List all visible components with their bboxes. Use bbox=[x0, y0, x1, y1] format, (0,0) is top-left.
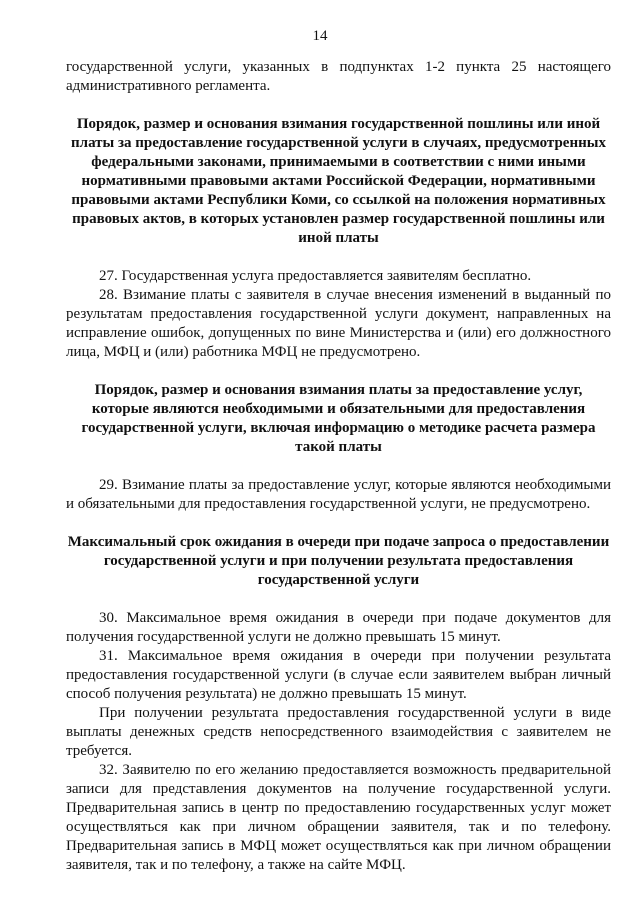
paragraph-27: 27. Государственная услуга предоставляется заявителям бесплатно. bbox=[99, 268, 532, 284]
paragraph-32: 32. Заявителю по его желанию предоставляется возможность предварительной записи для представления документов на получение государственной услуги. Предварительная запись в центр по предоставлению государственных услуг может осуществляться как при личном обращении заявителя, так и по телефону. Предварительная запись в МФЦ может осуществляться как при личном обращении заявителя, так и по телефону, а также на сайте МФЦ. bbox=[66, 762, 611, 873]
paragraph-31-continued: При получении результата предоставления государственной услуги в виде выплаты денежных средств непосредственного взаимодействия с заявителем не требуется. bbox=[66, 705, 611, 759]
section-heading-required-services: Порядок, размер и основания взимания платы за предоставление услуг, которые являются необходимыми и обязательными для предоставления государственной услуги, включая информацию о методике расчета размера такой платы bbox=[81, 382, 596, 455]
document-body bbox=[66, 58, 611, 875]
paragraph-30: 30. Максимальное время ожидания в очереди при подаче документов для получения государственной услуги не должно превышать 15 минут. bbox=[66, 610, 611, 645]
paragraph-28: 28. Взимание платы с заявителя в случае внесения изменений в выданный по результатам предоставления государственной услуги документ, направленных на исправление ошибок, допущенных по вине Министерства и (или) его должностного лица, МФЦ и (или) работника МФЦ не предусмотрено. bbox=[66, 287, 611, 360]
page-number: 14 bbox=[312, 28, 328, 44]
paragraph-31: 31. Максимальное время ожидания в очереди при получении результата предоставления государственной услуги (в случае если заявителем выбран личный способ получения результата) не должно превышать 15 минут. bbox=[66, 648, 611, 702]
section-heading-fees: Порядок, размер и основания взимания государственной пошлины или иной платы за предоставление государственной услуги в случаях, предусмотренных федеральными законами, принимаемыми в соответствии с ними иными нормативными правовыми актами Российской Федерации, нормативными правовыми актами Республики Коми, со ссылкой на положения нормативных правовых актов, в которых установлен размер государственной пошлины или иной платы bbox=[71, 116, 606, 246]
paragraph-29: 29. Взимание платы за предоставление услуг, которые являются необходимыми и обязательными для предоставления государственной услуги, не предусмотрено. bbox=[66, 477, 611, 512]
section-heading-queue-time: Максимальный срок ожидания в очереди при подаче запроса о предоставлении государственной услуги и при получении результата предоставления государственной услуги bbox=[67, 534, 610, 588]
intro-paragraph: государственной услуги, указанных в подпунктах 1-2 пункта 25 настоящего административного регламента. bbox=[66, 59, 611, 94]
